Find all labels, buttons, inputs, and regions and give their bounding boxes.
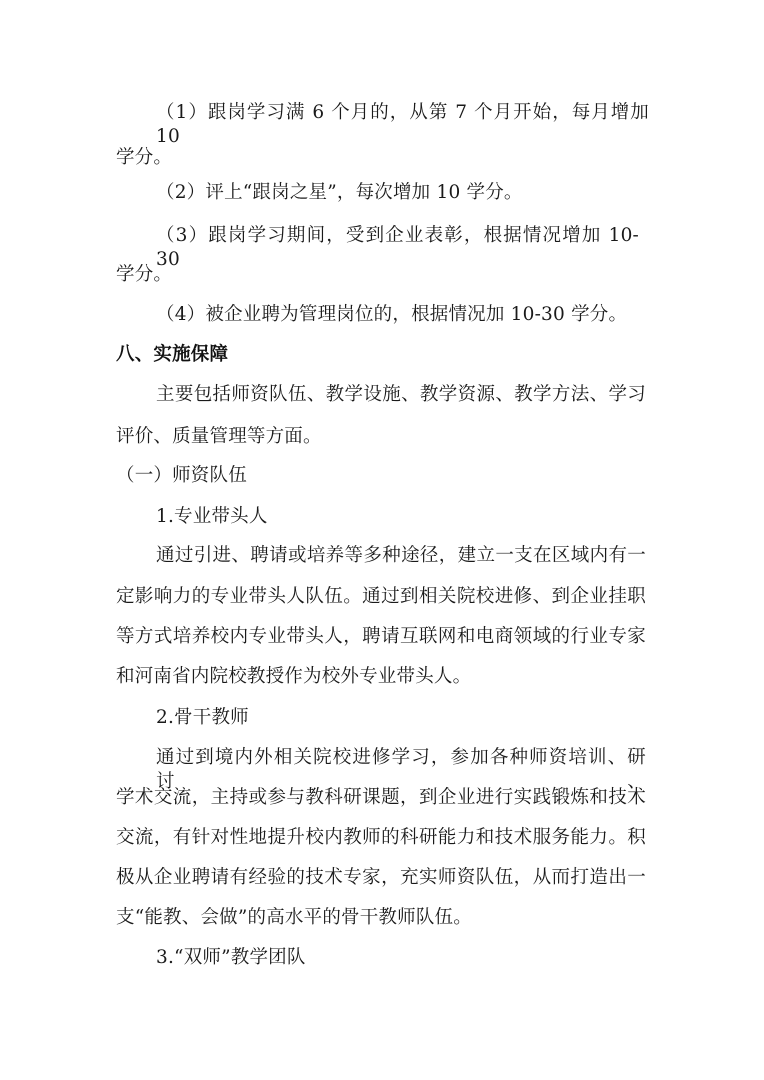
paragraph-line: 评价、质量管理等方面。 xyxy=(116,426,322,447)
item-title: 3.“双师”教学团队 xyxy=(156,947,306,968)
subsection-heading: （一）师资队伍 xyxy=(116,465,247,486)
paragraph-line: （3）跟岗学习期间，受到企业表彰，根据情况增加 10-30 xyxy=(156,225,639,270)
paragraph-line: 学术交流，主持或参与教科研课题，到企业进行实践锻炼和技术 xyxy=(116,787,646,808)
paragraph-line: 主要包括师资队伍、教学设施、教学资源、教学方法、学习 xyxy=(156,384,646,405)
paragraph-line: 学分。 xyxy=(116,147,173,168)
item-title: 1.专业带头人 xyxy=(156,506,268,527)
paragraph-line: （2）评上“跟岗之星”，每次增加 10 学分。 xyxy=(156,182,523,203)
section-heading: 八、实施保障 xyxy=(116,344,229,365)
paragraph-line: 通过引进、聘请或培养等多种途径，建立一支在区域内有一 xyxy=(156,545,646,566)
paragraph-line: 支“能教、会做”的高水平的骨干教师队伍。 xyxy=(116,907,472,928)
item-title: 2.骨干教师 xyxy=(156,707,249,728)
paragraph-line: 通过到境内外相关院校进修学习，参加各种师资培训、研讨、 xyxy=(156,747,646,792)
paragraph-line: 极从企业聘请有经验的技术专家，充实师资队伍，从而打造出一 xyxy=(116,867,646,888)
paragraph-line: （1）跟岗学习满 6 个月的，从第 7 个月开始，每月增加 10 xyxy=(156,102,649,147)
paragraph-line: 等方式培养校内专业带头人，聘请互联网和电商领域的行业专家 xyxy=(116,626,646,647)
paragraph-line: （4）被企业聘为管理岗位的，根据情况加 10-30 学分。 xyxy=(156,304,628,325)
paragraph-line: 定影响力的专业带头人队伍。通过到相关院校进修、到企业挂职 xyxy=(116,586,646,607)
paragraph-line: 和河南省内院校教授作为校外专业带头人。 xyxy=(116,666,472,687)
paragraph-line: 交流，有针对性地提升校内教师的科研能力和技术服务能力。积 xyxy=(116,827,646,848)
paragraph-line: 学分。 xyxy=(116,264,173,285)
